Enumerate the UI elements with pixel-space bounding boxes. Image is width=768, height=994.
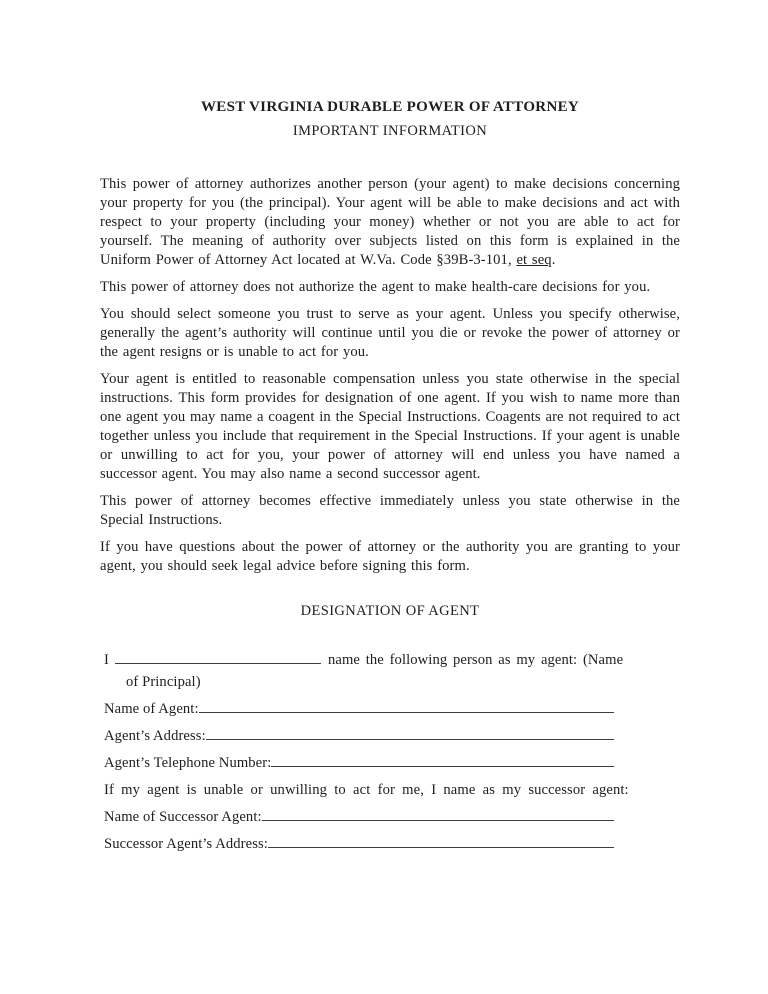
- agent-phone-label: Agent’s Telephone Number:: [104, 755, 272, 771]
- successor-agent-intro: If my agent is unable or unwilling to act for me, I name as my successor agent:: [104, 782, 629, 798]
- principal-sentence-continuation: of Principal): [126, 674, 201, 690]
- agent-address-field[interactable]: [206, 739, 614, 740]
- successor-name-label: Name of Successor Agent:: [104, 809, 262, 825]
- successor-name-field[interactable]: [262, 820, 614, 821]
- et-seq-citation: et seq: [516, 252, 552, 268]
- important-information-section: [100, 175, 680, 576]
- successor-address-field[interactable]: [268, 847, 614, 848]
- agent-phone-row: [104, 753, 614, 773]
- paragraph-select-agent: You should select someone you trust to serve as your agent. Unless you specify otherwise, generally the agent’s authority will continue until you die or revoke the power of attorney or the agent resigns or is unable to act for you.: [100, 306, 680, 360]
- document-body: [100, 99, 680, 861]
- agent-name-label: Name of Agent:: [104, 701, 199, 717]
- designation-of-agent-heading: DESIGNATION OF AGENT: [300, 603, 480, 619]
- paragraph-effective: This power of attorney becomes effective immediately unless you state otherwise in the Special Instructions.: [100, 493, 680, 528]
- successor-address-label: Successor Agent’s Address:: [104, 836, 268, 852]
- paragraph-legal-advice: If you have questions about the power of attorney or the authority you are granting to your agent, you should seek legal advice before signing this form.: [100, 539, 680, 574]
- principal-name-field[interactable]: [115, 663, 321, 664]
- principal-sentence-row: [104, 650, 680, 670]
- paragraph-health-care: This power of attorney does not authorize the agent to make health-care decisions for you.: [100, 279, 651, 295]
- paragraph-compensation: Your agent is entitled to reasonable compensation unless you state otherwise in the special instructions. This form provides for designation of one agent. If you wish to name more than one agent you may name a coagent in the Special Instructions. Coagents are not required to act together unless you include that requirement in the Special Instructions. If your agent is unable or unwilling to act for you, your power of attorney will end unless you have named a successor agent. You may also name a second successor agent.: [100, 371, 680, 482]
- principal-sentence-suffix: name the following person as my agent: (Name: [327, 652, 624, 668]
- paragraph-authorization-period: .: [551, 252, 556, 268]
- agent-address-label: Agent’s Address:: [104, 728, 206, 744]
- agent-address-row: [104, 726, 614, 746]
- paragraph-authorization: [100, 175, 680, 270]
- agent-name-field[interactable]: [199, 712, 614, 713]
- paragraph-authorization-text: This power of attorney authorizes another person (your agent) to make decisions concerning your property for you (the principal). Your agent will be able to make decisions and act with respect to your property (including your money) whether or not you are able to act for yourself. The meaning of authority over subjects listed on this form is explained in the Uniform Power of Attorney Act located at W.Va. Code §39B-3-101,: [100, 176, 680, 268]
- agent-name-row: [104, 699, 614, 719]
- successor-address-row: [104, 834, 614, 854]
- document-title: WEST VIRGINIA DURABLE POWER OF ATTORNEY: [200, 99, 580, 115]
- principal-sentence-prefix: I: [104, 652, 109, 668]
- document-subtitle: IMPORTANT INFORMATION: [292, 123, 488, 139]
- designation-form: [100, 650, 680, 854]
- successor-name-row: [104, 807, 614, 827]
- agent-phone-field[interactable]: [271, 766, 614, 767]
